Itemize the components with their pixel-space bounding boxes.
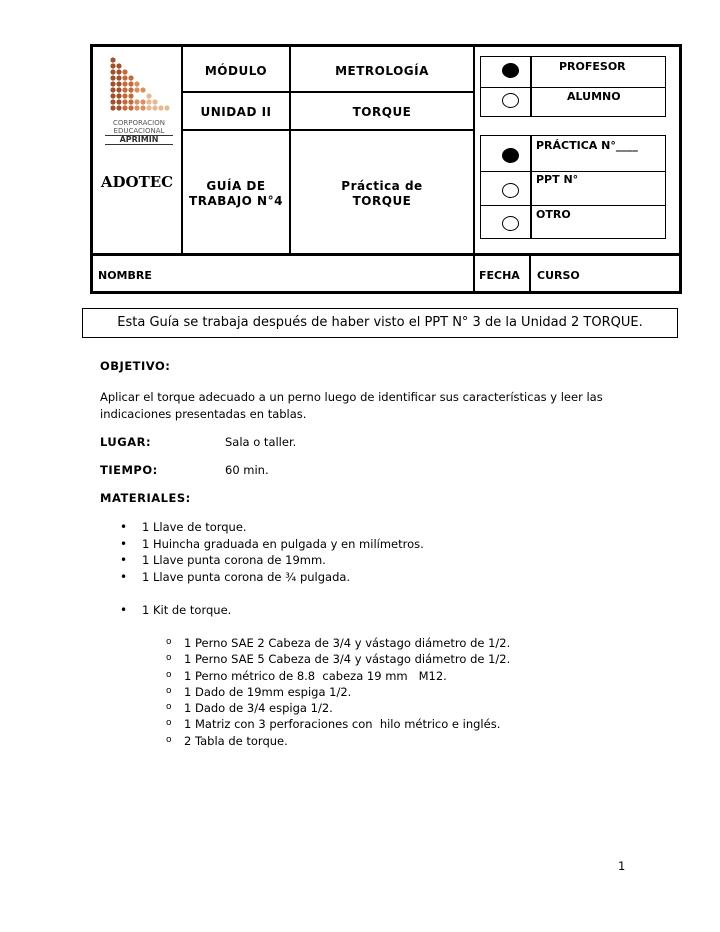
guia-label-line1: GUÍA DE [206,179,266,193]
profesor-radio[interactable] [502,63,519,78]
list-item-kit: • 1 Kit de torque. [100,602,660,619]
org-line2: EDUCACIONAL [113,127,165,135]
adotec-label: ADOTEC [100,173,174,191]
logo-graphic [105,55,173,117]
objetivo-title: OBJETIVO: [100,359,171,373]
lugar-value: Sala o taller. [225,435,297,449]
sub-list-item: o 1 Dado de 3/4 espiga 1/2. [100,700,680,716]
guia-label [183,179,289,209]
practica-radio[interactable] [502,148,519,163]
sub-list-item: o 1 Perno SAE 5 Cabeza de 3/4 y vástago diámetro de 1/2. [100,651,680,667]
modulo-label: MÓDULO [204,64,268,78]
profesor-label: PROFESOR [559,60,626,73]
guia-value-line2: TORQUE [352,194,412,208]
otro-radio[interactable] [502,216,519,231]
curso-label: CURSO [537,269,580,282]
sub-list-item: o 1 Perno métrico de 8.8 cabeza 19 mm M12. [100,668,680,684]
instruction-note: Esta Guía se trabaja después de haber visto el PPT N° 3 de la Unidad 2 TORQUE. [82,308,678,338]
sub-list-item: o 2 Tabla de torque. [100,733,680,749]
unidad-label: UNIDAD II [200,105,272,119]
lugar-label: LUGAR: [100,435,152,449]
guia-value [291,179,473,209]
alumno-label: ALUMNO [567,90,621,103]
practica-label: PRÁCTICA N°____ [536,139,638,152]
nombre-label: NOMBRE [98,269,152,282]
sub-list-item: o 1 Perno SAE 2 Cabeza de 3/4 y vástago diámetro de 1/2. [100,635,680,651]
materiales-list [100,519,660,585]
list-item: • 1 Llave punta corona de 19mm. [100,552,660,569]
sub-list-item: o 1 Matriz con 3 perforaciones con hilo métrico e inglés. [100,716,680,732]
tiempo-label: TIEMPO: [100,463,158,477]
kit-list [100,602,660,619]
list-item: • 1 Llave de torque. [100,519,660,536]
ppt-radio[interactable] [502,183,519,198]
list-item: • 1 Llave punta corona de ¾ pulgada. [100,569,660,586]
materiales-title: MATERIALES: [100,491,191,505]
alumno-radio[interactable] [502,93,519,108]
unidad-value: TORQUE [352,105,412,119]
list-item: • 1 Huincha graduada en pulgada y en milímetros. [100,536,660,553]
ppt-label: PPT N° [536,173,579,186]
org-line1: CORPORACION [113,119,165,127]
header-table [90,44,682,294]
guia-value-line1: Práctica de [341,179,423,193]
aprimin-logo [105,55,173,145]
fecha-label: FECHA [479,269,520,282]
objetivo-text [100,389,700,423]
otro-label: OTRO [536,208,571,221]
guia-label-line2: TRABAJO N°4 [189,194,283,208]
org-line3: APRIMIN [105,135,173,145]
objetivo-line2: indicaciones presentadas en tablas. [100,407,307,421]
kit-items-list [100,635,680,749]
modulo-value: METROLOGÍA [335,64,429,78]
page-number: 1 [618,859,626,873]
objetivo-line1: Aplicar el torque adecuado a un perno luego de identificar sus características y leer las [100,390,603,404]
tiempo-value: 60 min. [225,463,269,477]
sub-list-item: o 1 Dado de 19mm espiga 1/2. [100,684,680,700]
